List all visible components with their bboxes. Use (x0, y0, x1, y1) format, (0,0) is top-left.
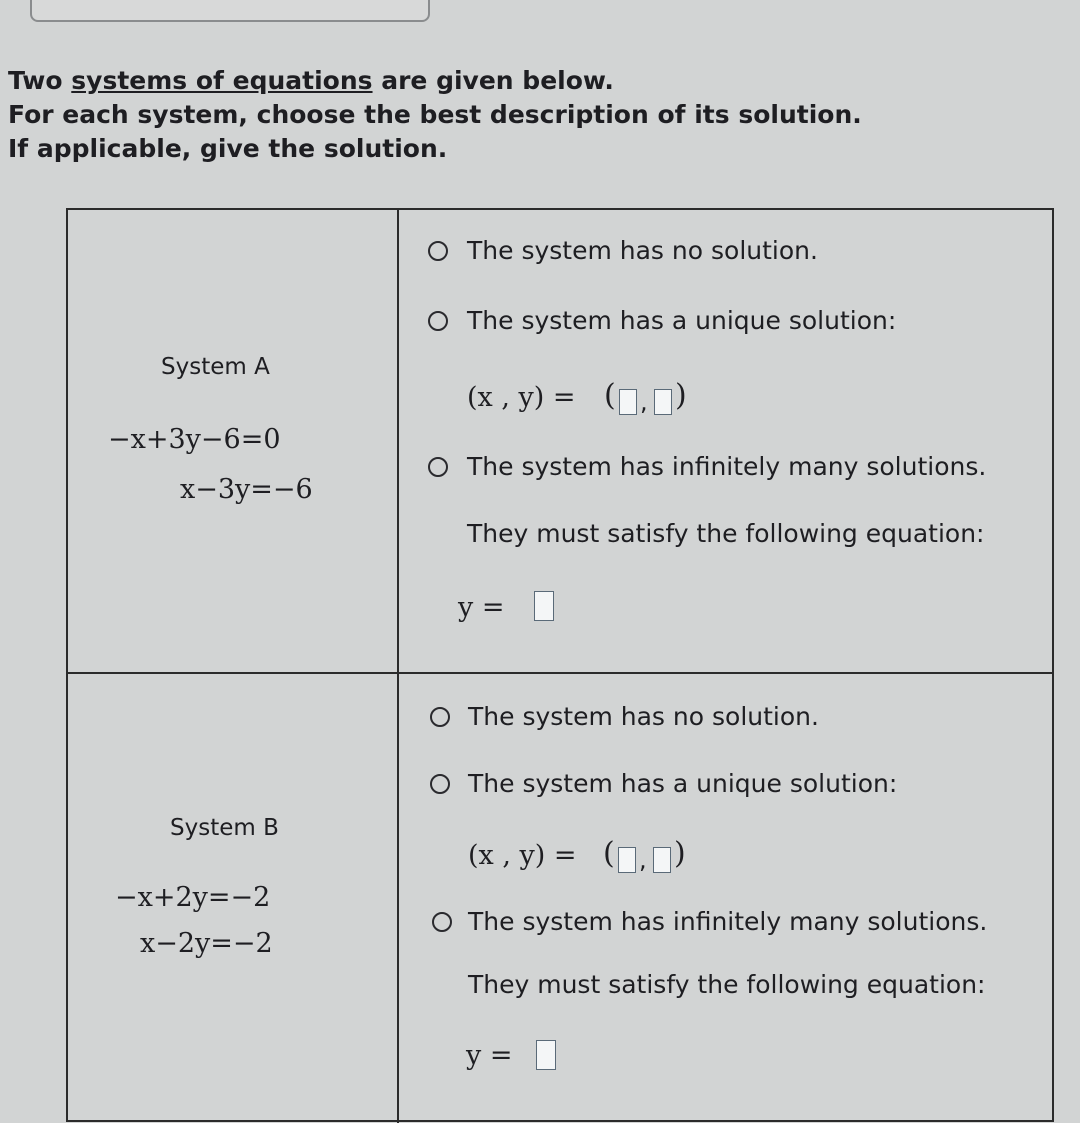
instruction-line-3: If applicable, give the solution. (8, 134, 448, 163)
system-a-unique-lhs: (x , y) = (467, 382, 576, 413)
system-a-radio-unique[interactable] (428, 311, 448, 331)
system-b-option-unique: The system has a unique solution: (468, 769, 898, 798)
system-b-equation-1: −x+2y=−2 (115, 882, 271, 913)
system-a-y-equation-input[interactable] (534, 591, 554, 621)
table-row-divider (66, 672, 1054, 674)
system-a-equation-2: x−3y=−6 (180, 474, 313, 505)
system-b-title: System B (170, 815, 279, 841)
system-a-y-lhs: y = (458, 592, 505, 623)
system-b-y-equation-input[interactable] (536, 1040, 556, 1070)
system-a-radio-infinite[interactable] (428, 457, 448, 477)
system-b-close-paren: ) (674, 836, 686, 871)
system-a-open-paren: ( (604, 378, 616, 413)
system-a-y-input[interactable] (654, 389, 672, 415)
system-a-satisfy-text: They must satisfy the following equation: (467, 519, 985, 548)
system-a-close-paren: ) (675, 378, 687, 413)
system-b-y-lhs: y = (466, 1040, 513, 1071)
instructions (8, 64, 862, 166)
system-b-radio-unique[interactable] (430, 774, 450, 794)
instruction-line-2: For each system, choose the best description of its solution. (8, 100, 862, 129)
system-b-y-input[interactable] (653, 847, 671, 873)
systems-of-equations-link[interactable]: systems of equations (71, 66, 373, 95)
system-b-comma: , (639, 846, 647, 874)
system-b-radio-no-solution[interactable] (430, 707, 450, 727)
system-a-equation-1: −x+3y−6=0 (108, 424, 281, 455)
system-a-comma: , (640, 388, 648, 416)
instruction-line-1: Two systems of equations are given below. (8, 66, 614, 95)
system-b-x-input[interactable] (618, 847, 636, 873)
system-b-equation-2: x−2y=−2 (140, 928, 273, 959)
system-a-radio-no-solution[interactable] (428, 241, 448, 261)
system-b-option-no-solution: The system has no solution. (468, 702, 819, 731)
system-a-option-unique: The system has a unique solution: (467, 306, 897, 335)
top-panel-edge (30, 0, 430, 22)
system-b-radio-infinite[interactable] (432, 912, 452, 932)
system-b-satisfy-text: They must satisfy the following equation: (468, 970, 986, 999)
system-a-option-no-solution: The system has no solution. (467, 236, 818, 265)
system-a-title: System A (161, 354, 270, 380)
system-b-open-paren: ( (603, 836, 615, 871)
system-a-option-infinite: The system has infinitely many solutions. (467, 452, 987, 481)
table-column-divider (397, 209, 399, 1123)
system-a-x-input[interactable] (619, 389, 637, 415)
system-b-unique-lhs: (x , y) = (468, 840, 577, 871)
system-b-option-infinite: The system has infinitely many solutions. (468, 907, 988, 936)
